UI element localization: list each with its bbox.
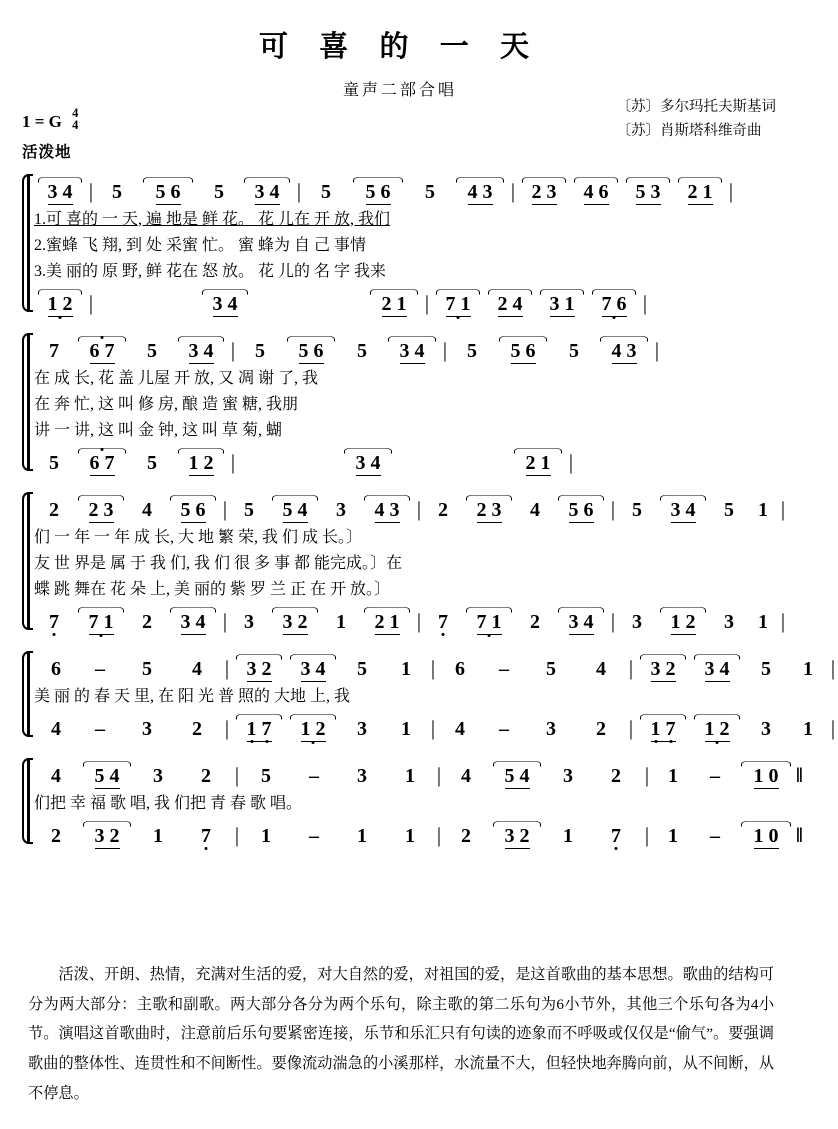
system-2 [14, 329, 786, 475]
system-1 [14, 170, 786, 316]
system-brace [20, 758, 34, 844]
lyric-verse-2 [34, 548, 786, 574]
lyric-text: 2.蜜蜂 飞 翔, 到 处 采蜜 忙。 蜜 蜂为 自 己 事情 [34, 236, 367, 254]
system-4 [14, 647, 836, 741]
melody-line-1: 3 4 | 5 5 6 5 3 4 | 5 5 6 5 4 3 | 2 3 4 6 5 3 2 1 | [34, 170, 786, 204]
system-brace [20, 492, 34, 630]
commentary-text: 活泼、开朗、热情，充满对生活的爱，对大自然的爱，对祖国的爱，是这首歌曲的基本思想。歌曲的结构可分为两大部分：主歌和副歌。两大部分各分为两个乐句，除主歌的第二乐句为6小节外，其他三个乐句各为4小节。演唱这首歌曲时，注意前后乐句要紧密连接，乐节和乐汇只有句读的迹象而不呼吸或仅仅是“偷气”。要强调歌曲的整体性、连贯性和不间断性。要像流动湍急的小溪那样，水流量不大，但轻快地奔腾向前，从不间断，从不停息。 [28, 966, 774, 1102]
system-brace [20, 333, 34, 471]
music-systems [0, 170, 836, 861]
harmony-line-2: 5 6 7 5 1 2 | 3 4 2 1 | [49, 450, 574, 474]
system-5 [14, 754, 800, 848]
melody-line-5: 4 5 4 3 2 | 5 – 3 1 | 4 5 4 3 2 | 1 – 1 0 ‖ [34, 754, 786, 788]
lyric-verse-2 [34, 230, 786, 256]
system-3 [14, 488, 786, 634]
lyric-text: 们把 幸 福 歌 唱, 我 们把 青 春 歌 唱。 [34, 794, 303, 812]
harmony-line-1: 1 2 | 3 4 2 1 | 7 1 2 4 3 1 7 6 | [34, 282, 786, 316]
system-brace [20, 651, 34, 737]
time-signature-top: 4 [72, 106, 79, 120]
page-title: 可 喜 的 一 天 [258, 31, 541, 63]
score-page [0, 24, 836, 1129]
tempo-marking: 活泼地 [22, 144, 72, 161]
subtitle: 童声二部合唱 [342, 82, 457, 99]
lyric-verse-1 [34, 788, 786, 814]
lyric-text: 3.美 丽的 原 野, 鲜 花在 怒 放。 花 儿的 名 字 我来 [34, 262, 387, 280]
lyric-verse-2 [34, 389, 786, 415]
harmony-line-4: 4 – 3 2 | 1 7 1 2 3 1 | 4 – 3 2 | 1 7 1 2 3 1 | [51, 716, 836, 740]
lyric-verse-1 [34, 363, 786, 389]
lyric-text: 1.可 喜的 一 天, 遍 地是 鲜 花。 花 儿在 开 放, 我们 [34, 210, 391, 228]
lyric-text: 们 一 年 一 年 成 长, 大 地 繁 荣, 我 们 成 长。〕 [34, 528, 363, 546]
system-brace [20, 174, 34, 312]
lyricist-credit: 〔苏〕多尔玛托夫斯基词 [616, 99, 776, 115]
lyric-verse-3 [34, 415, 786, 441]
harmony-line-3: 7 7 1 2 3 4 | 3 3 2 1 2 1 | 7 7 1 2 3 4 | 3 1 2 3 1 | [49, 609, 786, 633]
lyric-verse-1 [34, 681, 786, 707]
melody-line-2: 7 6 7 5 3 4 | 5 5 6 5 3 4 | 5 5 6 5 4 3 | [49, 338, 660, 362]
final-barline: ‖ [796, 763, 800, 787]
lyric-text: 讲 一 讲, 这 叫 金 钟, 这 叫 草 菊, 蝴 [34, 421, 283, 439]
composer-credit: 〔苏〕肖斯塔科维奇曲 [616, 122, 762, 139]
final-barline: ‖ [796, 823, 800, 847]
lyric-verse-3 [34, 256, 786, 282]
melody-line-4: 6 – 5 4 | 3 2 3 4 5 1 | 6 – 5 4 | 3 2 3 4 5 1 | [51, 656, 836, 680]
lyric-text: 在 成 长, 花 盖 儿屋 开 放, 又 凋 谢 了, 我 [34, 369, 319, 387]
lyric-text: 美 丽 的 春 天 里, 在 阳 光 普 照的 大地 上, 我 [34, 687, 351, 705]
lyric-verse-3 [34, 574, 786, 600]
lyric-text: 友 世 界是 属 于 我 们, 我 们 很 多 事 都 能完成。〕在 [34, 554, 403, 572]
lyric-text: 在 奔 忙, 这 叫 修 房, 酿 造 蜜 糖, 我朋 [34, 395, 299, 413]
key-signature [22, 108, 78, 132]
lyric-verse-1 [34, 522, 786, 548]
credits [617, 96, 777, 144]
melody-line-3: 2 2 3 4 5 6 | 5 5 4 3 4 3 | 2 2 3 4 5 6 | 5 3 4 5 1 | [49, 497, 786, 521]
harmony-line-5: 2 3 2 1 7 | 1 – 1 1 | 2 3 2 1 7 | 1 – 1 0 ‖ [34, 814, 786, 848]
time-signature [72, 108, 78, 132]
key-signature-text: 1 = G [22, 111, 62, 131]
time-signature-bottom: 4 [72, 117, 79, 132]
lyric-verse-1 [34, 204, 786, 230]
lyric-text: 蝶 跳 舞在 花 朵 上, 美 丽的 紫 罗 兰 正 在 开 放。〕 [34, 580, 391, 598]
